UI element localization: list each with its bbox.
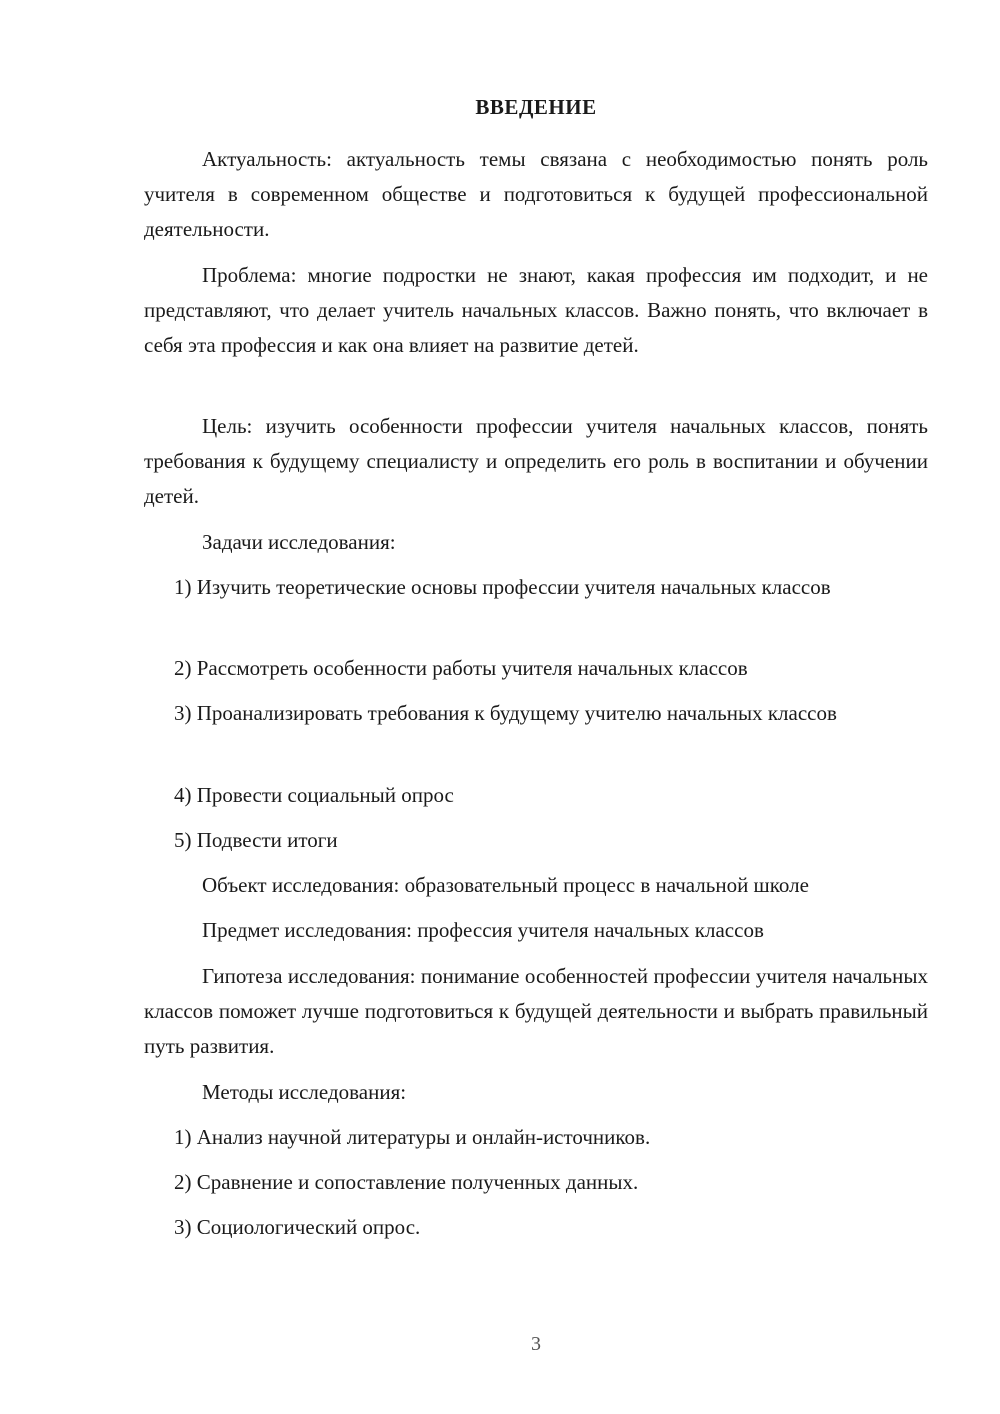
relevance-paragraph: Актуальность: актуальность темы связана с необходимостью понять роль учителя в современном обществе и подготовиться к будущей профессиональной деятельности.: [144, 147, 928, 241]
task-item-3: 3) Проанализировать требования к будущему учителю начальных классов: [174, 701, 837, 725]
method-item-1: 1) Анализ научной литературы и онлайн-источников.: [174, 1125, 651, 1149]
goal-paragraph: Цель: изучить особенности профессии учителя начальных классов, понять требования к будущему специалисту и определить его роль в воспитании и обучении детей.: [144, 414, 928, 508]
method-item-2: 2) Сравнение и сопоставление полученных данных.: [174, 1170, 639, 1194]
subject-line: Предмет исследования: профессия учителя начальных классов: [202, 918, 764, 942]
page-number: 3: [531, 1333, 541, 1355]
task-item-2: 2) Рассмотреть особенности работы учителя начальных классов: [174, 656, 748, 680]
method-item-3: 3) Социологический опрос.: [174, 1215, 421, 1239]
problem-paragraph: Проблема: многие подростки не знают, какая профессия им подходит, и не представляют, что делает учитель начальных классов. Важно понять, что включает в себя эта профессия и как она влияет на развитие детей.: [144, 263, 928, 357]
task-item-1: 1) Изучить теоретические основы профессии учителя начальных классов: [174, 575, 831, 599]
document-title: ВВЕДЕНИЕ: [475, 95, 597, 119]
task-item-4: 4) Провести социальный опрос: [174, 783, 454, 807]
object-line: Объект исследования: образовательный процесс в начальной школе: [202, 873, 809, 897]
task-item-5: 5) Подвести итоги: [174, 828, 338, 852]
methods-heading: Методы исследования:: [202, 1080, 407, 1104]
hypothesis-paragraph: Гипотеза исследования: понимание особенностей профессии учителя начальных классов поможет лучше подготовиться к будущей деятельности и выбрать правильный путь развития.: [144, 964, 928, 1058]
tasks-heading: Задачи исследования:: [202, 530, 396, 554]
